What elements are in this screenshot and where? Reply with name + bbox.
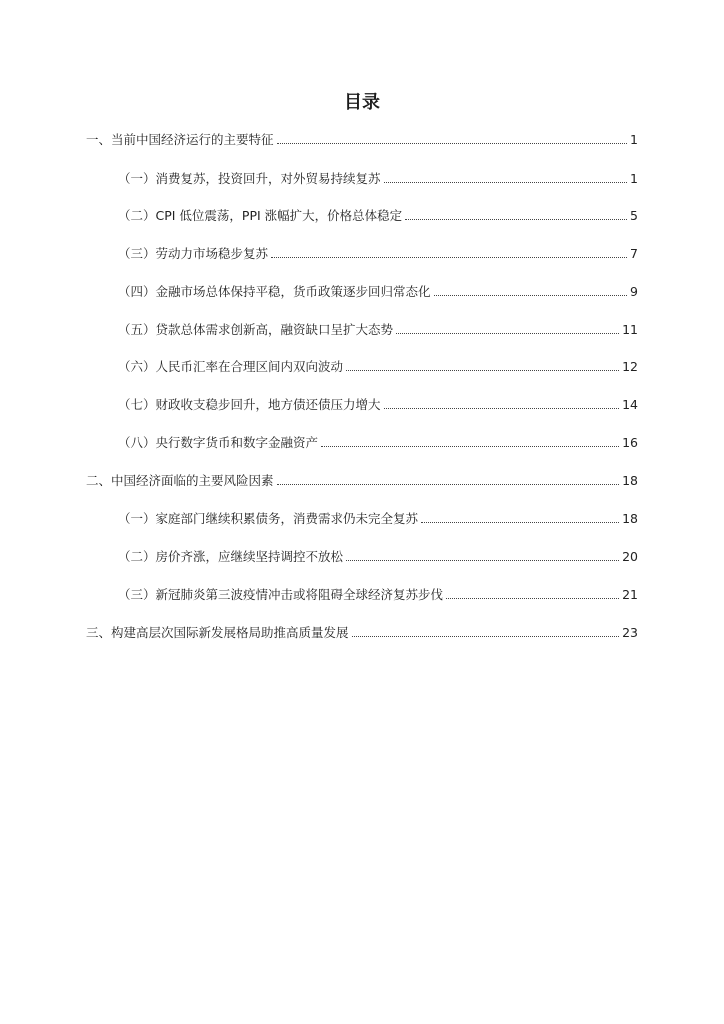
- dot-leader: [446, 598, 619, 599]
- dot-leader: [277, 143, 628, 144]
- toc-entry-text: （六）人民币汇率在合理区间内双向波动: [118, 359, 344, 374]
- toc-entry-text: （七）财政收支稳步回升，地方债还债压力增大: [118, 397, 381, 412]
- toc-entry-section-1-1[interactable]: [118, 170, 638, 188]
- toc-page-number: 1: [630, 171, 638, 186]
- dot-leader: [277, 484, 620, 485]
- toc-page-number: 14: [622, 397, 638, 412]
- toc-entry-section-1-3[interactable]: [118, 245, 638, 263]
- dot-leader: [346, 370, 619, 371]
- dot-leader: [352, 636, 620, 637]
- dot-leader: [434, 295, 628, 296]
- toc-entry-section-1[interactable]: [86, 131, 638, 149]
- toc-entry-section-3[interactable]: [86, 624, 638, 642]
- toc-page-number: 5: [630, 208, 638, 223]
- toc-page-number: 1: [630, 132, 638, 147]
- toc-page-number: 16: [622, 435, 638, 450]
- toc-entry-text: 一、当前中国经济运行的主要特征: [86, 132, 274, 147]
- toc-entry-section-1-6[interactable]: [118, 358, 638, 376]
- toc-entry-text: （二）房价齐涨，应继续坚持调控不放松: [118, 549, 344, 564]
- toc-title: 目录: [344, 92, 380, 113]
- toc-entry-section-1-8[interactable]: [118, 434, 638, 452]
- dot-leader: [321, 446, 619, 447]
- toc-entry-text: （五）贷款总体需求创新高，融资缺口呈扩大态势: [118, 322, 394, 337]
- toc-entry-section-1-2[interactable]: [118, 207, 638, 225]
- toc-page-number: 21: [622, 587, 638, 602]
- toc-page-number: 9: [630, 284, 638, 299]
- toc-entry-section-2-2[interactable]: [118, 548, 638, 566]
- toc-entry-text: （八）央行数字货币和数字金融资产: [118, 435, 319, 450]
- dot-leader: [405, 219, 627, 220]
- toc-entry-section-1-5[interactable]: [118, 321, 638, 339]
- dot-leader: [421, 522, 619, 523]
- toc-entry-section-2[interactable]: [86, 472, 638, 490]
- toc-page-number: 20: [622, 549, 638, 564]
- toc-entry-text: （三）劳动力市场稳步复苏: [118, 246, 269, 261]
- toc-page-number: 11: [622, 322, 638, 337]
- toc-entry-text: （一）家庭部门继续积累债务，消费需求仍未完全复苏: [118, 511, 419, 526]
- toc-entry-text: 三、构建高层次国际新发展格局助推高质量发展: [86, 625, 349, 640]
- toc-entry-text: （一）消费复苏，投资回升，对外贸易持续复苏: [118, 171, 381, 186]
- dot-leader: [271, 257, 627, 258]
- dot-leader: [346, 560, 619, 561]
- dot-leader: [396, 333, 619, 334]
- toc-entry-text: （四）金融市场总体保持平稳，货币政策逐步回归常态化: [118, 284, 431, 299]
- toc-page-number: 18: [622, 511, 638, 526]
- toc-entry-text: 二、中国经济面临的主要风险因素: [86, 473, 274, 488]
- toc-entry-section-2-1[interactable]: [118, 510, 638, 528]
- dot-leader: [384, 182, 628, 183]
- toc-entry-section-1-4[interactable]: [118, 283, 638, 301]
- dot-leader: [384, 408, 620, 409]
- toc-page-number: 12: [622, 359, 638, 374]
- toc-entry-text: （二）CPI 低位震荡，PPI 涨幅扩大，价格总体稳定: [118, 208, 403, 223]
- toc-entry-section-2-3[interactable]: [118, 586, 638, 604]
- toc-page-number: 18: [622, 473, 638, 488]
- toc-page-number: 7: [630, 246, 638, 261]
- toc-entry-text: （三）新冠肺炎第三波疫情冲击或将阻碍全球经济复苏步伐: [118, 587, 444, 602]
- toc-entry-section-1-7[interactable]: [118, 396, 638, 414]
- toc-page-number: 23: [622, 625, 638, 640]
